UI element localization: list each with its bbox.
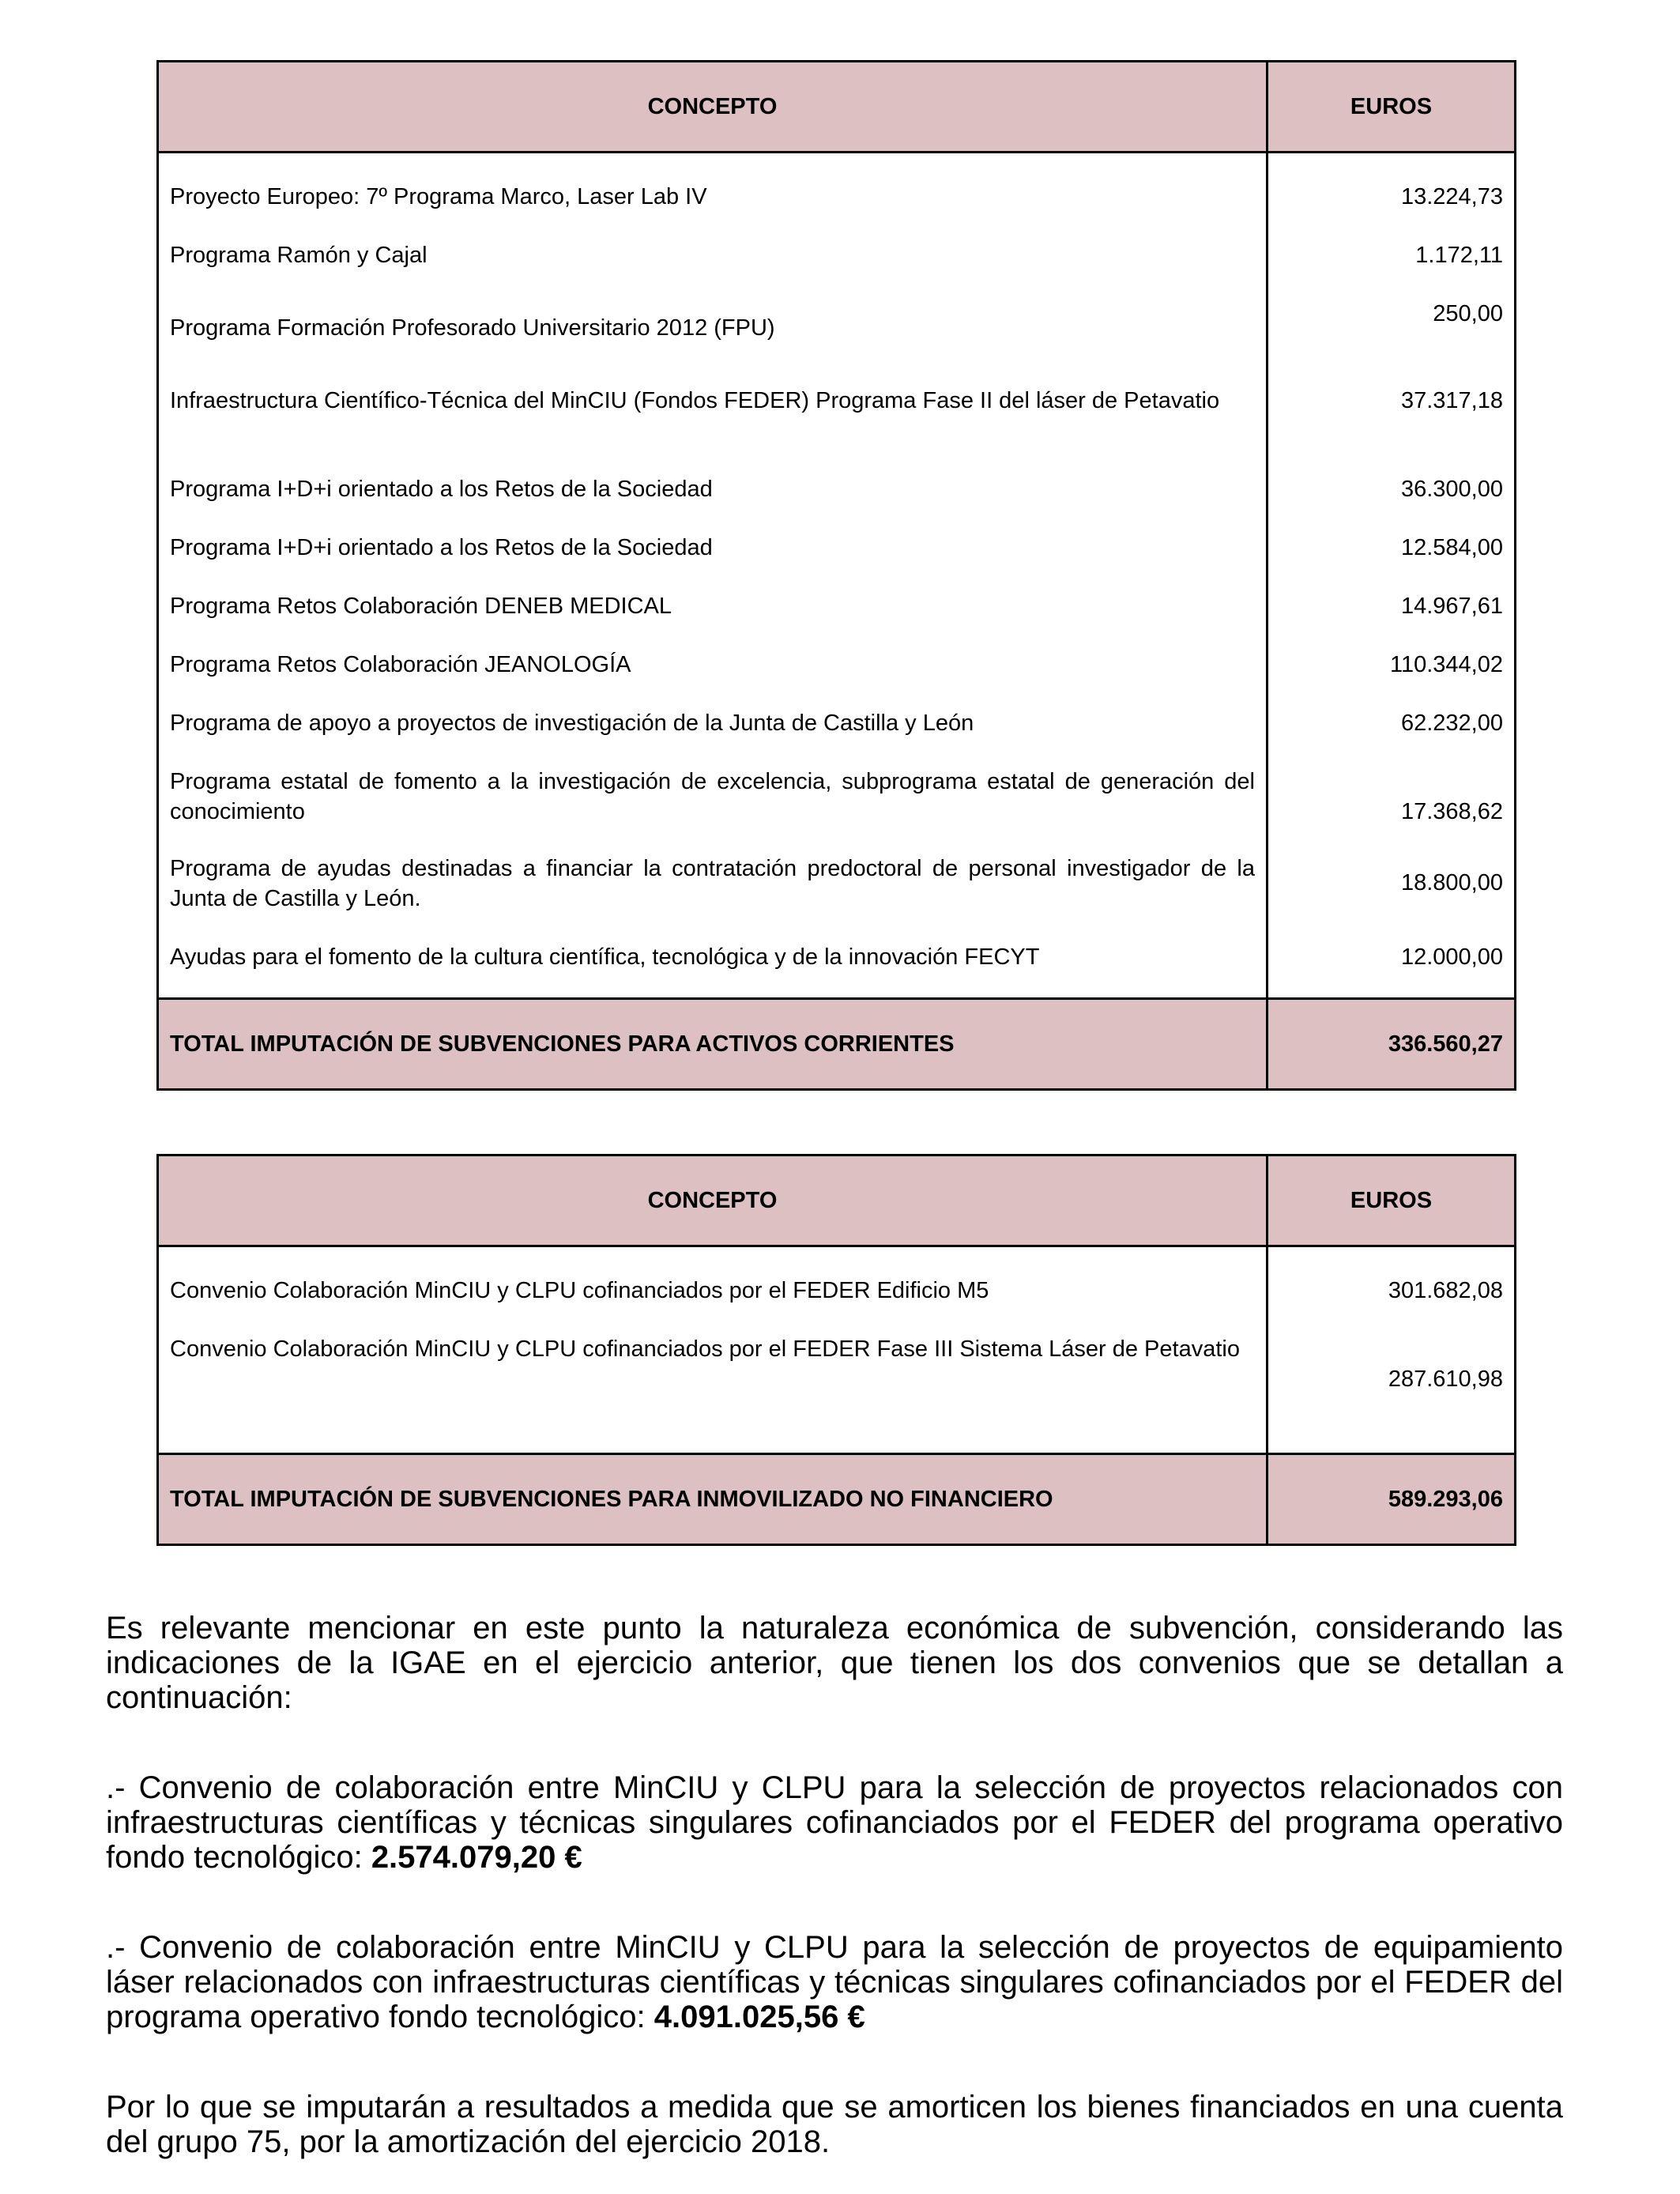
- total-amount: 336.560,27: [1268, 999, 1516, 1090]
- table-row: [158, 1334, 1516, 1454]
- table-row: [158, 153, 1516, 241]
- row-concept: Proyecto Europeo: 7º Programa Marco, Laser Lab IV: [158, 153, 1268, 241]
- table-row: [158, 1246, 1516, 1335]
- row-concept: Infraestructura Científico-Técnica del MinCIU (Fondos FEDER) Programa Fase II del láser de Petavatio: [158, 386, 1268, 474]
- total-amount: 589.293,06: [1268, 1454, 1516, 1545]
- row-amount: 110.344,02: [1268, 650, 1516, 708]
- row-concept: Programa Ramón y Cajal: [158, 240, 1268, 299]
- table-row: [158, 708, 1516, 767]
- row-concept: Convenio Colaboración MinCIU y CLPU cofinanciados por el FEDER Fase III Sistema Láser de Petavatio: [158, 1334, 1268, 1454]
- row-concept: Programa de apoyo a proyectos de investigación de la Junta de Castilla y León: [158, 708, 1268, 767]
- row-concept: Programa I+D+i orientado a los Retos de la Sociedad: [158, 474, 1268, 533]
- table-row: [158, 299, 1516, 386]
- total-concept: TOTAL IMPUTACIÓN DE SUBVENCIONES PARA ACTIVOS CORRIENTES: [158, 999, 1268, 1090]
- row-amount: 36.300,00: [1268, 474, 1516, 533]
- closing-paragraph: Por lo que se imputarán a resultados a medida que se amorticen los bienes financiados en una cuenta del grupo 75, por la amortización del ejercicio 2018.: [106, 2090, 1563, 2159]
- row-amount: 250,00: [1268, 299, 1516, 386]
- total-concept: TOTAL IMPUTACIÓN DE SUBVENCIONES PARA INMOVILIZADO NO FINANCIERO: [158, 1454, 1268, 1545]
- row-amount: 18.800,00: [1268, 854, 1516, 942]
- row-amount: 301.682,08: [1268, 1246, 1516, 1335]
- agreement-1-text: .- Convenio de colaboración entre MinCIU y CLPU para la selección de proyectos relacionados con infraestructuras científicas y técnicas singulares cofinanciados por el FEDER del programa operativo fondo tecnológico:: [106, 1770, 1563, 1875]
- row-concept: Programa Formación Profesorado Universitario 2012 (FPU): [158, 299, 1268, 386]
- row-concept: Ayudas para el fomento de la cultura científica, tecnológica y de la innovación FECYT: [158, 942, 1268, 999]
- concept-column-header: CONCEPTO: [158, 1155, 1268, 1246]
- table-header-row: [158, 1155, 1516, 1246]
- row-concept: Programa Retos Colaboración DENEB MEDICAL: [158, 591, 1268, 650]
- concept-column-header: CONCEPTO: [158, 62, 1268, 153]
- agreement-1-paragraph: [106, 1770, 1563, 1875]
- row-concept: Programa estatal de fomento a la investigación de excelencia, subprograma estatal de generación del conocimiento: [158, 767, 1268, 854]
- table-row: [158, 942, 1516, 999]
- agreement-2-amount: 4.091.025,56 €: [654, 2000, 865, 2034]
- row-concept: Convenio Colaboración MinCIU y CLPU cofinanciados por el FEDER Edificio M5: [158, 1246, 1268, 1335]
- table-total-row: [158, 1454, 1516, 1545]
- row-amount: 287.610,98: [1268, 1334, 1516, 1454]
- table-row: [158, 533, 1516, 591]
- table-row: [158, 240, 1516, 299]
- row-concept: Programa de ayudas destinadas a financiar la contratación predoctoral de personal investigador de la Junta de Castilla y León.: [158, 854, 1268, 942]
- row-amount: 13.224,73: [1268, 153, 1516, 241]
- row-amount: 1.172,11: [1268, 240, 1516, 299]
- subsidies-current-assets-table: [156, 60, 1516, 1091]
- euros-column-header: EUROS: [1268, 1155, 1516, 1246]
- agreement-2-text: .- Convenio de colaboración entre MinCIU y CLPU para la selección de proyectos de equipamiento láser relacionados con infraestructuras científicas y técnicas singulares cofinanciados por el FEDER del programa operativo fondo tecnológico:: [106, 1930, 1563, 2034]
- subsidies-fixed-assets-table: [156, 1154, 1516, 1546]
- row-amount: 14.967,61: [1268, 591, 1516, 650]
- table-row: [158, 650, 1516, 708]
- table-row: [158, 474, 1516, 533]
- table-row: [158, 591, 1516, 650]
- row-amount: 12.000,00: [1268, 942, 1516, 999]
- table-row: [158, 854, 1516, 942]
- intro-paragraph: Es relevante mencionar en este punto la naturaleza económica de subvención, considerando las indicaciones de la IGAE en el ejercicio anterior, que tienen los dos convenios que se detallan a continuación:: [106, 1611, 1563, 1715]
- agreement-2-paragraph: [106, 1930, 1563, 2034]
- table-total-row: [158, 999, 1516, 1090]
- row-amount: 37.317,18: [1268, 386, 1516, 474]
- row-concept: Programa Retos Colaboración JEANOLOGÍA: [158, 650, 1268, 708]
- row-concept: Programa I+D+i orientado a los Retos de la Sociedad: [158, 533, 1268, 591]
- row-amount: 12.584,00: [1268, 533, 1516, 591]
- table-row: [158, 767, 1516, 854]
- euros-column-header: EUROS: [1268, 62, 1516, 153]
- table-row: [158, 386, 1516, 474]
- table-header-row: [158, 62, 1516, 153]
- row-amount: 17.368,62: [1268, 767, 1516, 854]
- agreement-1-amount: 2.574.079,20 €: [371, 1840, 582, 1875]
- row-amount: 62.232,00: [1268, 708, 1516, 767]
